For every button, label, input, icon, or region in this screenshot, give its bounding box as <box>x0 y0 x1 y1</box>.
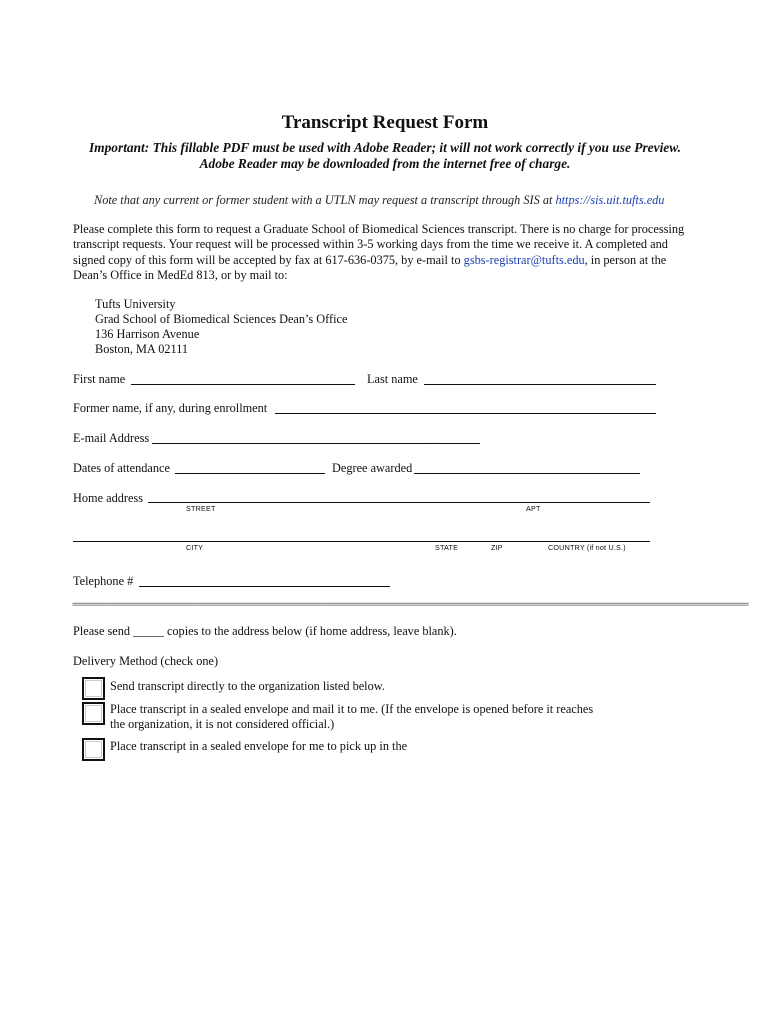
instructions-text-end: , in person at the Dean’s Office in MedEd 813, or by mail to: <box>73 252 667 283</box>
option-mail-label-cont: the organization, it is not considered official.) <box>110 717 335 731</box>
city-caption: CITY <box>186 543 204 552</box>
home-address-label: Home address <box>73 491 144 505</box>
registrar-email-link[interactable]: gsbs-registrar@tufts.edu <box>463 252 585 267</box>
zip-caption: ZIP <box>491 543 503 552</box>
sis-note-text: Note that any current or former student with a UTLN may request a transcript through SIS at <box>94 193 553 207</box>
home-address-street-field[interactable] <box>148 502 650 503</box>
option-direct-label: Send transcript directly to the organization listed below. <box>110 679 385 693</box>
street-caption: STREET <box>186 504 216 513</box>
page-title: Transcript Request Form <box>281 112 489 133</box>
section-divider: ========================================================================================================================================================= <box>72 600 749 610</box>
option-mail-checkbox[interactable] <box>82 702 105 725</box>
sis-note <box>94 193 664 208</box>
instructions-paragraph <box>73 222 703 284</box>
address-line: Tufts University <box>95 297 176 311</box>
sis-link[interactable]: https://sis.uit.tufts.edu <box>555 193 665 207</box>
option-pickup-checkbox[interactable] <box>82 738 105 761</box>
address-line: 136 Harrison Avenue <box>95 327 200 341</box>
first-name-field[interactable] <box>131 384 355 385</box>
email-label: E-mail Address <box>73 431 150 445</box>
last-name-label: Last name <box>367 372 418 386</box>
important-notice-line-2: Adobe Reader may be downloaded from the internet free of charge. <box>199 156 571 171</box>
home-address-city-field[interactable] <box>73 541 650 542</box>
dates-attendance-field[interactable] <box>175 473 325 474</box>
country-caption: COUNTRY (if not U.S.) <box>548 543 626 552</box>
email-field-tail: _ <box>431 431 438 445</box>
degree-awarded-label: Degree awarded <box>332 461 413 475</box>
apt-caption: APT <box>526 504 541 513</box>
first-name-label: First name <box>73 372 126 386</box>
last-name-field[interactable] <box>424 384 656 385</box>
copies-prefix: Please send <box>73 624 131 638</box>
telephone-label: Telephone # <box>73 574 134 588</box>
address-line: Boston, MA 02111 <box>95 342 189 356</box>
degree-awarded-field[interactable] <box>414 473 640 474</box>
address-line: Grad School of Biomedical Sciences Dean’s Office <box>95 312 348 326</box>
option-mail-label: Place transcript in a sealed envelope and mail it to me. (If the envelope is opened before it reaches <box>110 702 594 716</box>
instructions-text: Please complete this form to request a Graduate School of Biomedical Sciences transcript. There is no charge for processing transcript requests. Your request will be processed within 3-5 working days from the time we receive it. A completed and signed copy of this form will be accepted by fax at 617-636-0375, by e-mail to <box>73 222 685 267</box>
former-name-field[interactable] <box>275 413 656 414</box>
state-caption: STATE <box>435 543 459 552</box>
telephone-field[interactable] <box>139 586 390 587</box>
dates-attendance-label: Dates of attendance <box>73 461 170 475</box>
option-pickup-label: Place transcript in a sealed envelope for me to pick up in the <box>110 739 408 753</box>
copies-count-field[interactable]: _____ <box>133 624 164 638</box>
delivery-method-label: Delivery Method (check one) <box>73 654 219 668</box>
former-name-label: Former name, if any, during enrollment <box>73 401 268 415</box>
copies-line <box>73 624 457 639</box>
important-notice-line-1: Important: This fillable PDF must be used with Adobe Reader; it will not work correctly if you use Preview. <box>88 140 682 155</box>
option-direct-checkbox[interactable] <box>82 677 105 700</box>
copies-suffix: copies to the address below (if home address, leave blank). <box>166 624 457 638</box>
